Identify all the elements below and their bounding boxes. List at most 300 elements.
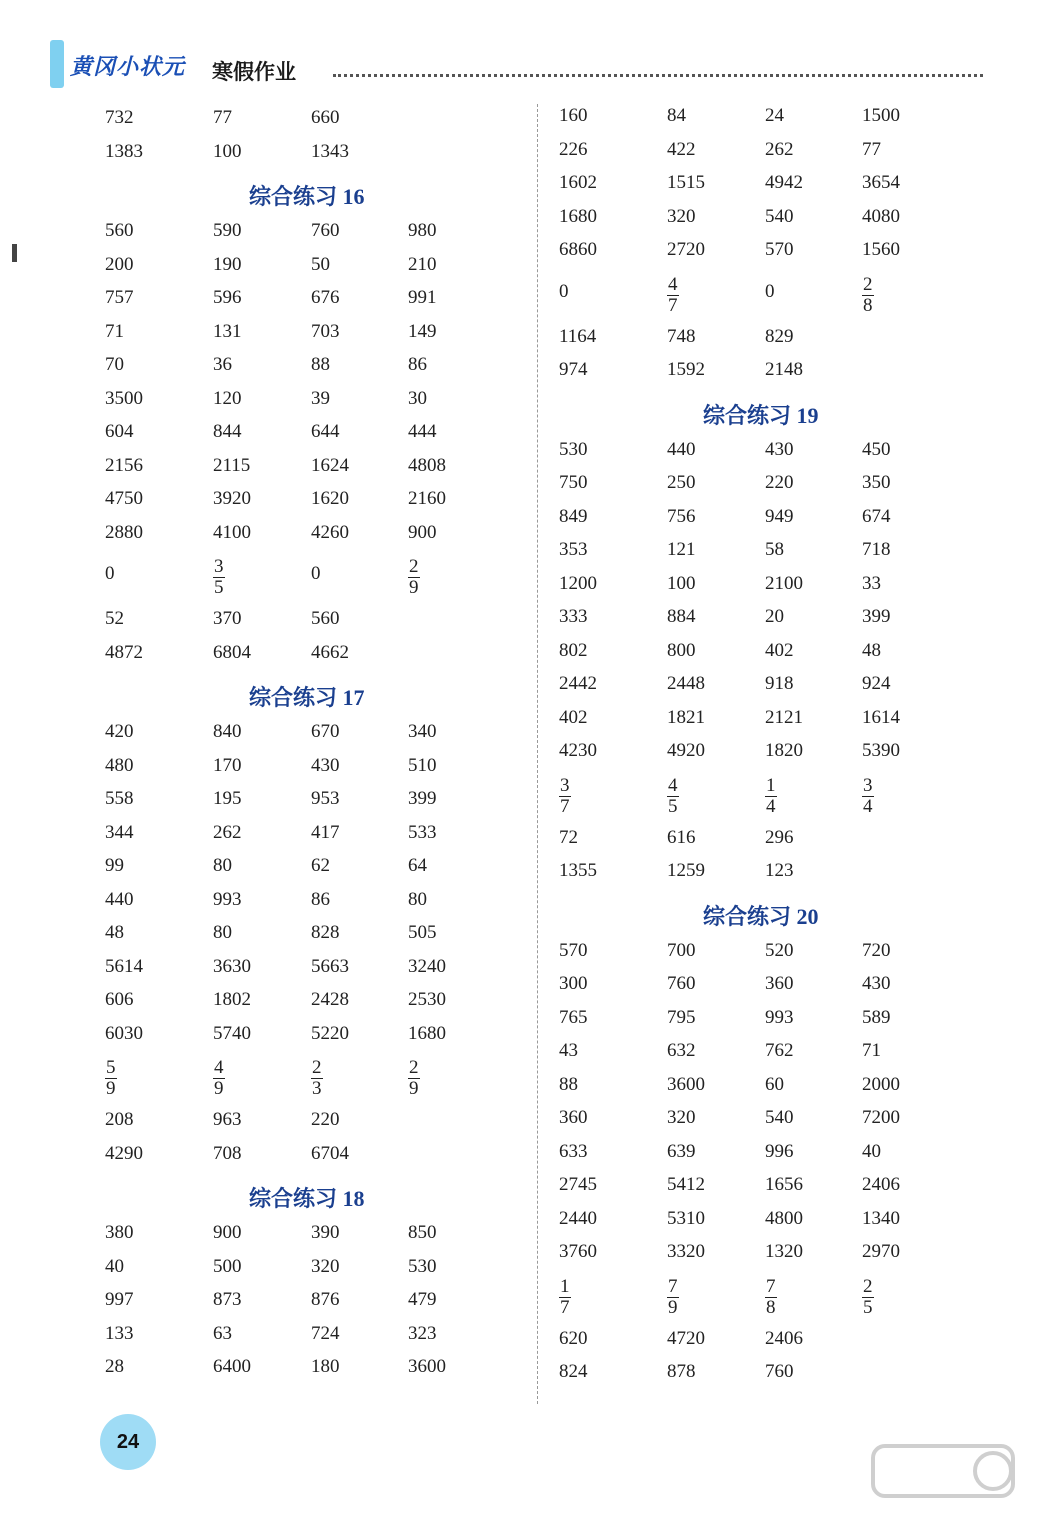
answer-value: 633	[559, 1140, 588, 1162]
answer-value: 422	[667, 138, 696, 160]
answer-value: 900	[408, 521, 437, 543]
brand-logo: 黄冈小状元	[70, 55, 186, 80]
answer-value: 84	[667, 105, 686, 126]
answer-value: 72	[559, 826, 578, 848]
answer-value: 4260	[311, 521, 349, 543]
answer-row	[105, 488, 545, 521]
answer-value: 795	[667, 1006, 696, 1028]
denominator: 9	[409, 577, 419, 598]
numerator: 2	[312, 1057, 322, 1078]
answer-value: 2406	[862, 1174, 900, 1195]
fraction	[862, 1277, 874, 1318]
answer-value: 949	[765, 505, 794, 527]
answer-value: 540	[765, 205, 794, 227]
answer-value: 757	[105, 287, 134, 308]
answer-value: 760	[667, 973, 696, 994]
answer-value: 606	[105, 989, 134, 1010]
answer-value: 996	[765, 1140, 794, 1162]
answer-value: 2121	[765, 706, 803, 728]
answer-value: 991	[408, 287, 437, 308]
answer-value: 2160	[408, 488, 446, 509]
section-title	[249, 180, 365, 211]
answer-row	[105, 1222, 545, 1255]
denominator: 7	[560, 795, 570, 817]
section-title-text: 综合练习	[703, 403, 792, 429]
answer-value: 530	[559, 438, 588, 460]
page-number: 24	[100, 1414, 156, 1470]
answer-value: 4662	[311, 641, 349, 663]
answer-value: 1355	[559, 860, 597, 881]
answer-value: 58	[765, 539, 784, 560]
answer-value: 3500	[105, 387, 143, 409]
answer-value: 3320	[667, 1241, 705, 1262]
denominator: 3	[312, 1078, 322, 1099]
fraction	[559, 1277, 571, 1318]
answer-value: 4100	[213, 521, 251, 543]
answer-value: 2440	[559, 1207, 597, 1229]
answer-value: 2970	[862, 1241, 900, 1262]
fraction-answer	[213, 557, 225, 599]
answer-value: 208	[105, 1109, 134, 1130]
answer-value: 131	[213, 320, 242, 342]
answer-row	[105, 721, 545, 754]
answer-value: 748	[667, 325, 696, 347]
answer-value: 323	[408, 1322, 437, 1344]
answer-value: 48	[862, 639, 881, 661]
answer-row	[559, 827, 999, 860]
answer-value: 760	[311, 220, 340, 241]
answer-value: 430	[311, 754, 340, 776]
answer-value: 2745	[559, 1174, 597, 1195]
answer-value: 350	[862, 472, 891, 493]
answer-value: 750	[559, 472, 588, 493]
answer-value: 77	[213, 107, 232, 128]
numerator: 2	[863, 1275, 873, 1297]
answer-value: 703	[311, 320, 340, 342]
answer-row	[559, 506, 999, 539]
answer-value: 5614	[105, 955, 143, 977]
answer-value: 48	[105, 922, 124, 943]
answer-value: 5740	[213, 1022, 251, 1044]
answer-value: 220	[765, 472, 794, 493]
answer-value: 450	[862, 438, 891, 460]
answer-value: 533	[408, 821, 437, 843]
answer-row	[559, 539, 999, 572]
denominator: 4	[766, 795, 776, 817]
answer-value: 850	[408, 1222, 437, 1243]
answer-row	[559, 1174, 999, 1207]
answer-value: 50	[311, 253, 330, 275]
answer-value: 88	[311, 354, 330, 375]
answer-value: 530	[408, 1255, 437, 1277]
answer-value: 24	[765, 105, 784, 126]
fraction-answer	[667, 776, 679, 818]
answer-value: 320	[667, 1107, 696, 1128]
answer-value: 1680	[408, 1022, 446, 1044]
answer-value: 589	[862, 1006, 891, 1028]
answer-value: 7200	[862, 1107, 900, 1128]
answer-value: 720	[862, 939, 891, 961]
answer-row	[105, 1057, 545, 1099]
answer-row	[559, 707, 999, 740]
answer-value: 70	[105, 354, 124, 375]
denominator: 5	[214, 577, 224, 598]
answer-value: 40	[862, 1140, 881, 1162]
section-number: 18	[337, 1186, 365, 1211]
answer-value: 4942	[765, 172, 803, 193]
answer-value: 762	[765, 1040, 794, 1061]
answer-value: 440	[105, 888, 134, 910]
answer-value: 440	[667, 438, 696, 460]
answer-row	[105, 556, 545, 598]
answer-value: 80	[213, 855, 232, 876]
answer-value: 876	[311, 1289, 340, 1310]
answer-row	[105, 107, 545, 140]
answer-value: 997	[105, 1289, 134, 1310]
fraction-answer	[862, 275, 874, 317]
answer-value: 4800	[765, 1207, 803, 1229]
answer-row	[559, 1241, 999, 1274]
section-title	[249, 1182, 365, 1213]
answer-row	[559, 1275, 999, 1318]
answer-row	[105, 321, 545, 354]
answer-value: 510	[408, 754, 437, 776]
answer-value: 62	[311, 855, 330, 876]
answer-value: 1383	[105, 140, 143, 162]
logo-accent	[50, 40, 64, 88]
answer-value: 1320	[765, 1241, 803, 1262]
answer-value: 80	[408, 888, 427, 910]
denominator: 8	[766, 1296, 776, 1318]
answer-value: 4872	[105, 641, 143, 663]
answer-row	[559, 860, 999, 893]
section-number: 19	[791, 402, 819, 428]
fraction	[667, 1277, 679, 1318]
answer-value: 340	[408, 721, 437, 742]
answer-value: 430	[862, 973, 891, 994]
denominator: 9	[106, 1078, 116, 1099]
answer-value: 77	[862, 138, 881, 160]
answer-value: 560	[105, 220, 134, 241]
answer-value: 1560	[862, 239, 900, 260]
section-title	[703, 900, 819, 931]
numerator: 2	[409, 1057, 419, 1078]
answer-value: 570	[559, 939, 588, 961]
answer-value: 0	[765, 280, 775, 302]
section-title-text: 综合练习	[703, 904, 792, 930]
answer-value: 195	[213, 788, 242, 809]
answer-value: 262	[765, 138, 794, 160]
answer-value: 620	[559, 1327, 588, 1349]
denominator: 9	[668, 1296, 678, 1318]
answer-row	[559, 740, 999, 773]
page-header	[50, 38, 990, 93]
answer-row	[559, 1208, 999, 1241]
answer-value: 30	[408, 387, 427, 409]
answer-row	[105, 889, 545, 922]
fraction	[311, 1058, 323, 1099]
answer-value: 1602	[559, 172, 597, 193]
answer-value: 824	[559, 1361, 588, 1382]
answer-value: 6804	[213, 641, 251, 663]
answer-value: 63	[213, 1322, 232, 1344]
answer-value: 5310	[667, 1207, 705, 1229]
fraction-answer	[213, 1058, 225, 1100]
denominator: 8	[863, 294, 873, 316]
numerator: 7	[668, 1275, 678, 1297]
fraction	[667, 275, 679, 316]
answer-value: 2880	[105, 521, 143, 543]
fraction	[213, 1058, 225, 1099]
answer-value: 344	[105, 821, 134, 843]
answer-value: 5390	[862, 740, 900, 761]
answer-value: 540	[765, 1107, 794, 1128]
answer-row	[559, 239, 999, 272]
answer-value: 644	[311, 421, 340, 442]
denominator: 5	[863, 1296, 873, 1318]
numerator: 1	[560, 1275, 570, 1297]
fraction-answer	[765, 776, 777, 818]
answer-value: 924	[862, 673, 891, 694]
answer-value: 33	[862, 572, 881, 594]
answer-value: 71	[862, 1040, 881, 1061]
answer-value: 86	[311, 888, 330, 910]
answer-value: 417	[311, 821, 340, 843]
answer-value: 5220	[311, 1022, 349, 1044]
answer-value: 1680	[559, 205, 597, 227]
answer-value: 100	[667, 572, 696, 594]
answer-value: 570	[765, 239, 794, 260]
answer-row	[105, 522, 545, 555]
answer-value: 6400	[213, 1356, 251, 1377]
answer-value: 4230	[559, 740, 597, 761]
answer-value: 802	[559, 639, 588, 661]
answer-value: 100	[213, 140, 242, 162]
answer-value: 3630	[213, 955, 251, 977]
answer-value: 60	[765, 1073, 784, 1095]
answer-value: 505	[408, 922, 437, 943]
answer-value: 616	[667, 826, 696, 848]
answer-value: 829	[765, 325, 794, 347]
fraction-answer	[408, 557, 420, 599]
fraction	[213, 557, 225, 598]
answer-row	[559, 105, 999, 138]
answer-value: 980	[408, 220, 437, 241]
answer-row	[559, 973, 999, 1006]
fraction-answer	[311, 1058, 323, 1100]
answer-value: 370	[213, 608, 242, 629]
answer-row	[559, 1328, 999, 1361]
answer-value: 402	[559, 706, 588, 728]
answer-value: 6030	[105, 1022, 143, 1044]
answer-row	[105, 1109, 545, 1142]
answer-value: 2115	[213, 454, 251, 476]
answer-value: 2148	[765, 359, 803, 380]
answer-value: 353	[559, 539, 588, 560]
answer-value: 360	[559, 1107, 588, 1128]
answer-value: 1624	[311, 454, 349, 476]
answer-value: 604	[105, 421, 134, 442]
answer-row	[559, 472, 999, 505]
answer-value: 28	[105, 1356, 124, 1377]
answer-value: 718	[862, 539, 891, 560]
answer-value: 3920	[213, 488, 251, 509]
section-title-text: 综合练习	[249, 1187, 338, 1212]
section-number: 16	[337, 184, 365, 209]
answer-row	[559, 640, 999, 673]
answer-value: 900	[213, 1222, 242, 1243]
answer-row	[559, 172, 999, 205]
answer-value: 4720	[667, 1327, 705, 1349]
header-dotted-line	[333, 74, 983, 77]
answer-value: 3654	[862, 172, 900, 193]
answer-row	[559, 1040, 999, 1073]
answer-value: 300	[559, 973, 588, 994]
answer-value: 2530	[408, 989, 446, 1010]
answer-row	[559, 573, 999, 606]
answer-value: 402	[765, 639, 794, 661]
fraction	[765, 776, 777, 817]
answer-value: 210	[408, 253, 437, 275]
denominator: 9	[214, 1078, 224, 1099]
answer-value: 0	[311, 563, 321, 584]
section-number: 17	[337, 685, 365, 710]
answer-value: 250	[667, 472, 696, 493]
denominator: 9	[409, 1078, 419, 1099]
answer-value: 320	[311, 1255, 340, 1277]
numerator: 5	[106, 1057, 116, 1078]
answer-value: 993	[765, 1006, 794, 1028]
answer-value: 6704	[311, 1142, 349, 1164]
answer-value: 873	[213, 1289, 242, 1310]
answer-value: 190	[213, 253, 242, 275]
answer-row	[559, 606, 999, 639]
watermark-logo	[853, 1416, 1033, 1516]
answer-value: 844	[213, 421, 242, 442]
fraction-answer	[559, 1277, 571, 1319]
answer-row	[105, 354, 545, 387]
answer-row	[559, 1007, 999, 1040]
answer-value: 120	[213, 387, 242, 409]
answer-value: 149	[408, 320, 437, 342]
answer-row	[105, 1356, 545, 1389]
numerator: 7	[766, 1275, 776, 1297]
answer-value: 884	[667, 606, 696, 627]
answer-value: 1820	[765, 740, 803, 761]
answer-value: 86	[408, 354, 427, 375]
answer-row	[105, 956, 545, 989]
answer-value: 676	[311, 287, 340, 308]
answer-value: 4290	[105, 1142, 143, 1164]
answer-value: 596	[213, 287, 242, 308]
answer-row	[105, 1256, 545, 1289]
fraction-answer	[667, 275, 679, 317]
answer-value: 1515	[667, 172, 705, 193]
answer-value: 333	[559, 606, 588, 627]
header-title: 寒假作业	[212, 60, 296, 84]
answer-row	[559, 359, 999, 392]
fraction-answer	[105, 1058, 117, 1100]
fraction	[408, 557, 420, 598]
answer-value: 3600	[667, 1073, 705, 1095]
numerator: 4	[214, 1057, 224, 1078]
fraction-answer	[765, 1277, 777, 1319]
answer-row	[105, 388, 545, 421]
answer-value: 133	[105, 1322, 134, 1344]
answer-row	[105, 1023, 545, 1056]
answer-value: 220	[311, 1109, 340, 1130]
answer-value: 3240	[408, 955, 446, 977]
answer-value: 88	[559, 1073, 578, 1095]
denominator: 4	[863, 795, 873, 817]
section-title-text: 综合练习	[249, 686, 338, 711]
answer-row	[559, 1107, 999, 1140]
answer-value: 444	[408, 421, 437, 442]
answer-value: 6860	[559, 239, 597, 260]
answer-value: 2428	[311, 989, 349, 1010]
denominator: 7	[560, 1296, 570, 1318]
answer-value: 2156	[105, 454, 143, 476]
numerator: 4	[668, 774, 678, 796]
fraction	[408, 1058, 420, 1099]
answer-row	[559, 326, 999, 359]
answer-value: 430	[765, 438, 794, 460]
answer-row	[105, 1323, 545, 1356]
section-number: 20	[791, 903, 819, 929]
answer-value: 262	[213, 821, 242, 843]
answer-value: 4920	[667, 740, 705, 761]
answer-value: 39	[311, 387, 330, 409]
answer-value: 2448	[667, 673, 705, 694]
answer-value: 1802	[213, 989, 251, 1010]
answer-value: 4750	[105, 488, 143, 509]
answer-value: 639	[667, 1140, 696, 1162]
answer-value: 1259	[667, 860, 705, 881]
fraction	[105, 1058, 117, 1099]
denominator: 7	[668, 294, 678, 316]
answer-row	[105, 989, 545, 1022]
fraction-answer	[862, 776, 874, 818]
fraction-answer	[408, 1058, 420, 1100]
fraction-answer	[667, 1277, 679, 1319]
answer-value: 765	[559, 1006, 588, 1028]
answer-value: 479	[408, 1289, 437, 1310]
answer-value: 2406	[765, 1327, 803, 1349]
answer-value: 918	[765, 673, 794, 694]
answer-value: 724	[311, 1322, 340, 1344]
answer-value: 2720	[667, 239, 705, 260]
answer-value: 2100	[765, 572, 803, 594]
answer-value: 360	[765, 973, 794, 994]
answer-value: 20	[765, 606, 784, 627]
answer-row	[559, 439, 999, 472]
answer-value: 1340	[862, 1207, 900, 1229]
numerator: 1	[766, 774, 776, 796]
answer-value: 560	[311, 608, 340, 629]
answer-value: 674	[862, 505, 891, 527]
answer-value: 180	[311, 1356, 340, 1377]
answer-value: 2000	[862, 1073, 900, 1095]
answer-value: 160	[559, 105, 588, 126]
answer-row	[559, 206, 999, 239]
numerator: 2	[409, 556, 419, 577]
numerator: 3	[214, 556, 224, 577]
answer-value: 840	[213, 721, 242, 742]
answer-row	[559, 1361, 999, 1394]
answer-value: 0	[559, 280, 569, 302]
answer-row	[105, 642, 545, 675]
answer-row	[105, 922, 545, 955]
